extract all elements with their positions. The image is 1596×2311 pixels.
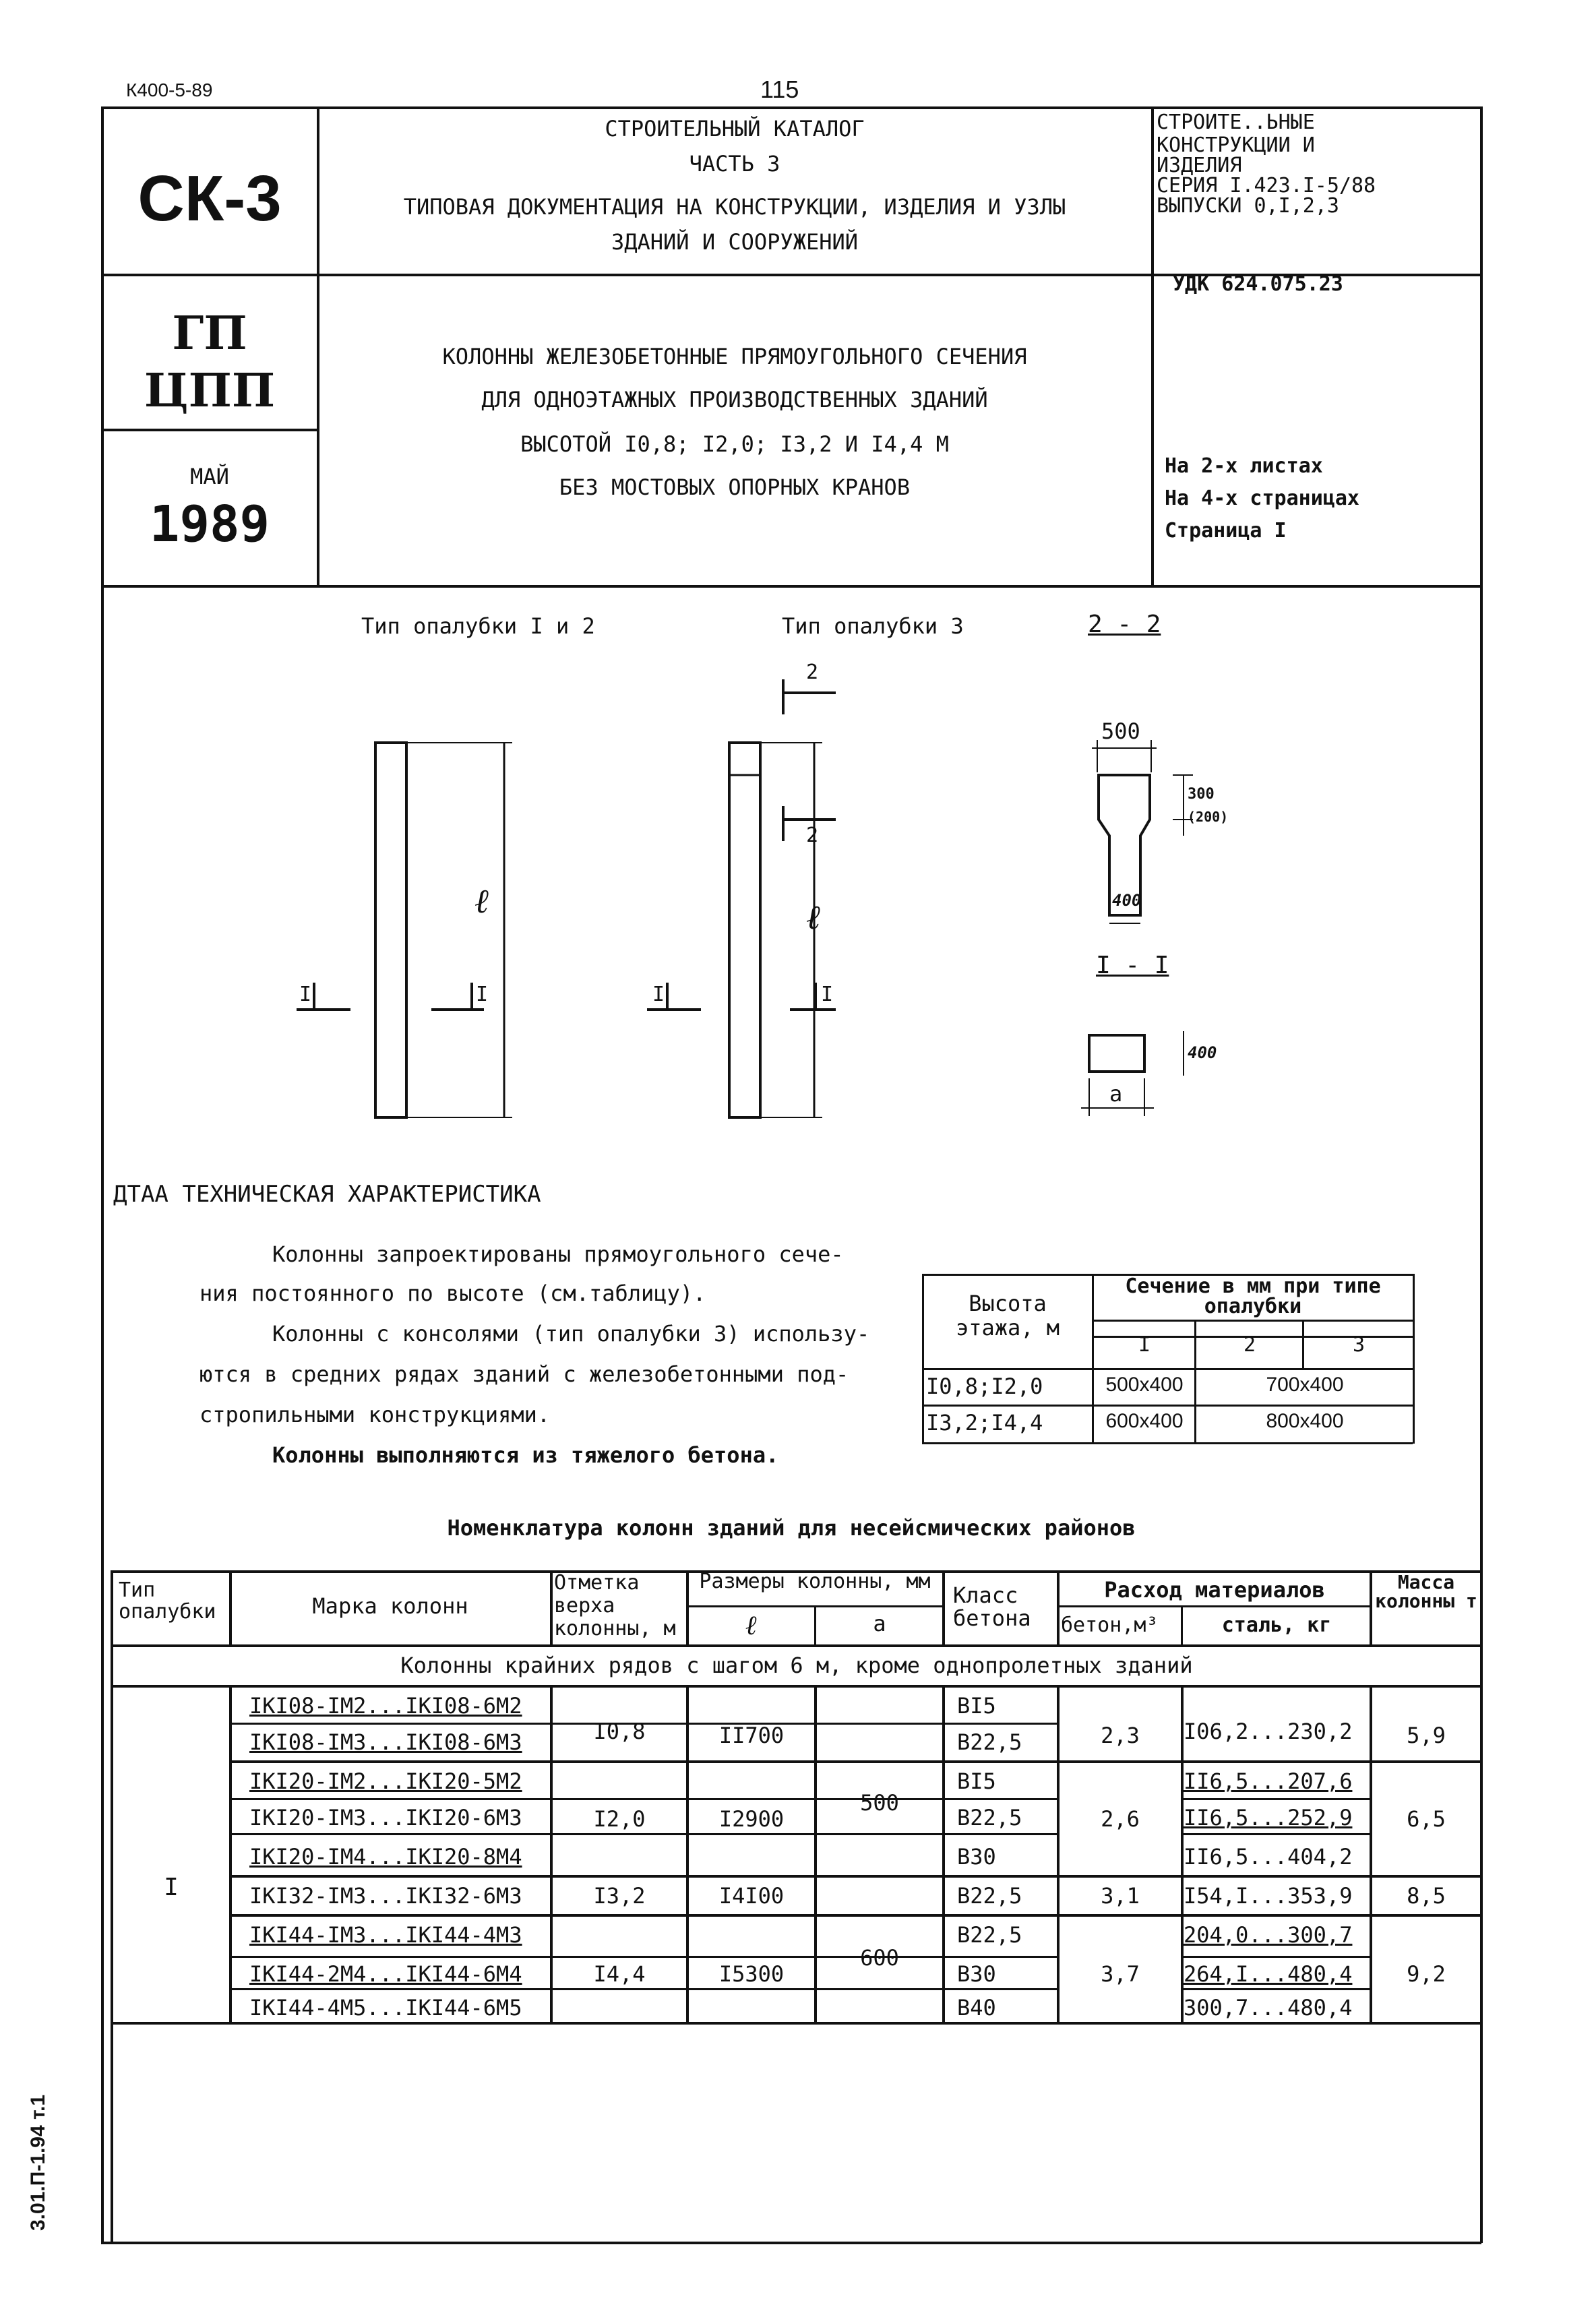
mark-row-5: IKI20-IM4...IKI20-8M4: [249, 1844, 522, 1870]
steel-row-1: I06,2...230,2: [1184, 1719, 1353, 1744]
mark-row-8: IKI44-2M4...IKI44-6M4: [249, 1961, 522, 1987]
tech-para-line-1: Колонны запроектированы прямоугольного сече-: [272, 1241, 844, 1267]
cpp-label: ЦПП: [144, 364, 276, 418]
section-table-row-1-height: I0,8;I2,0: [926, 1374, 1043, 1399]
catalog-line-3: ТИПОВАЯ ДОКУМЕНТАЦИЯ НА КОНСТРУКЦИИ, ИЗДЕЛИЯ И УЗЛЫ: [403, 194, 1066, 220]
title-line-1: КОЛОННЫ ЖЕЛЕЗОБЕТОННЫЕ ПРЯМОУГОЛЬНОГО СЕЧЕНИЯ: [442, 344, 1027, 369]
class-row-8: B30: [957, 1961, 996, 1987]
header-column-dims: Размеры колонны, мм: [699, 1570, 931, 1593]
column-1-outline: [375, 743, 406, 1117]
tech-para-line-6: Колонны выполняются из тяжелого бетона.: [272, 1442, 779, 1468]
header-formwork-type: Тип опалубки: [119, 1578, 216, 1624]
group-title: Колонны крайних рядов с шагом 6 м, кроме однопролетных зданий: [400, 1653, 1193, 1678]
class-row-4: B22,5: [957, 1805, 1022, 1830]
class-row-9: B40: [957, 1995, 996, 2021]
series-line-2: КОНСТРУКЦИИ И: [1157, 133, 1315, 157]
class-row-6: B22,5: [957, 1883, 1022, 1909]
catalog-line-2: ЧАСТЬ 3: [689, 151, 780, 177]
class-row-5: B30: [957, 1844, 996, 1870]
nomenclature-title: Номенклатура колонн зданий для несейсмических районов: [447, 1515, 1136, 1541]
concrete-group-1: 2,3: [1101, 1723, 1140, 1748]
header-concrete-class: Класс бетона: [953, 1582, 1031, 1631]
concrete-group-4: 3,7: [1101, 1961, 1140, 1987]
cut-mark-2-top: 2: [806, 660, 819, 684]
header-steel-mass: сталь, кг: [1221, 1613, 1332, 1637]
class-row-7: B22,5: [957, 1922, 1022, 1948]
tech-para-line-2: ния постоянного по высоте (см.таблицу).: [200, 1281, 706, 1306]
steel-row-4: II6,5...404,2: [1184, 1844, 1353, 1870]
header-concrete-volume: бетон,м³: [1061, 1613, 1159, 1637]
a-group-1: 500: [860, 1790, 899, 1816]
mass-group-1: 5,9: [1407, 1723, 1446, 1748]
mark-row-1: IKI08-IM2...IKI08-6M2: [249, 1693, 522, 1719]
udk-label: УДК 624.075.23: [1173, 272, 1343, 296]
series-line-5: ВЫПУСКИ 0,I,2,3: [1157, 194, 1339, 218]
mark-row-4: IKI20-IM3...IKI20-6M3: [249, 1805, 522, 1830]
page-label: Страница I: [1165, 519, 1287, 543]
section-table-row-2-type23: 800х400: [1266, 1410, 1344, 1432]
title-line-3: ВЫСОТОЙ I0,8; I2,0; I3,2 И I4,4 М: [520, 431, 949, 457]
level-group-4: I4,4: [593, 1961, 646, 1987]
month-label: МАЙ: [190, 464, 229, 489]
cut-mark-I-col1-left: I: [299, 983, 312, 1006]
dim-200: (200): [1188, 809, 1229, 825]
mark-row-3: IKI20-IM2...IKI20-5M2: [249, 1768, 522, 1794]
formwork-type-value: I: [164, 1874, 179, 1901]
column-3-outline: [729, 743, 760, 1117]
gp-label: ГП: [172, 307, 247, 361]
concrete-group-2: 2,6: [1101, 1806, 1140, 1832]
class-row-3: BI5: [957, 1768, 996, 1794]
section-1-1-label: I - I: [1096, 952, 1169, 979]
year-label: 1989: [149, 495, 270, 553]
mark-row-9: IKI44-4M5...IKI44-6M5: [249, 1995, 522, 2021]
header-column-mark: Марка колонн: [312, 1593, 468, 1619]
formwork-type-12-label: Тип опалубки I и 2: [361, 613, 595, 639]
cut-mark-I-col3-right: I: [821, 983, 834, 1006]
length-group-2: I2900: [718, 1806, 785, 1832]
section-table-row-2-type1: 600х400: [1105, 1410, 1184, 1432]
level-group-1: I0,8: [593, 1719, 646, 1744]
concrete-group-3: 3,1: [1101, 1883, 1140, 1909]
steel-row-8: 300,7...480,4: [1184, 1995, 1353, 2021]
mark-row-2: IKI08-IM3...IKI08-6M3: [249, 1729, 522, 1755]
section-table-height-header: Высота этажа, м: [955, 1291, 1060, 1341]
length-group-3: I4I00: [718, 1883, 785, 1909]
level-group-2: I2,0: [593, 1806, 646, 1832]
steel-row-7: 264,I...480,4: [1184, 1961, 1353, 1987]
cut-mark-I-col3-left: I: [652, 983, 665, 1006]
steel-row-2: II6,5...207,6: [1184, 1768, 1353, 1794]
header-dim-l: ℓ: [745, 1609, 758, 1641]
series-line-1: СТРОИТЕ..ЬНЫЕ: [1157, 111, 1315, 134]
dim-500: 500: [1101, 718, 1140, 744]
tech-heading: ДТАА ТЕХНИЧЕСКАЯ ХАРАКТЕРИСТИКА: [113, 1181, 541, 1208]
series-line-3: ИЗДЕЛИЯ: [1157, 154, 1242, 177]
steel-row-3: II6,5...252,9: [1184, 1805, 1353, 1830]
dim-400-section-1-1: 400: [1188, 1043, 1217, 1062]
header-material-consumption: Расход материалов: [1104, 1577, 1325, 1603]
mark-row-7: IKI44-IM3...IKI44-4M3: [249, 1922, 522, 1948]
catalog-line-1: СТРОИТЕЛЬНЫЙ КАТАЛОГ: [605, 116, 865, 142]
header-top-level: Отметка верха колонны, м: [554, 1571, 676, 1640]
series-line-4: СЕРИЯ I.423.I-5/88: [1157, 174, 1376, 197]
steel-row-6: 204,0...300,7: [1184, 1922, 1353, 1948]
section-table-section-header: Сечение в мм при типе опалубки: [1125, 1274, 1381, 1318]
document-code: К400-5-89: [126, 80, 213, 100]
ck-label: СК-3: [137, 162, 282, 235]
page-number: 115: [760, 75, 799, 103]
side-code: 3.01.П-1.94 т.1: [27, 2094, 49, 2231]
length-group-1: II700: [718, 1723, 785, 1748]
section-table-row-1-type1: 500х400: [1105, 1374, 1184, 1396]
class-row-2: B22,5: [957, 1729, 1022, 1755]
formwork-type-3-label: Тип опалубки 3: [782, 613, 964, 639]
section-2-2-label: 2 - 2: [1088, 611, 1161, 638]
dim-300: 300: [1188, 786, 1215, 803]
a-group-2: 600: [860, 1945, 899, 1971]
catalog-line-4: ЗДАНИЙ И СООРУЖЕНИЙ: [611, 229, 859, 255]
tech-para-line-5: стропильными конструкциями.: [200, 1402, 551, 1427]
dim-a: a: [1109, 1081, 1123, 1107]
steel-row-5: I54,I...353,9: [1184, 1883, 1353, 1909]
mass-group-4: 9,2: [1407, 1961, 1446, 1987]
section-table-row-1-type23: 700х400: [1266, 1374, 1344, 1396]
mass-group-3: 8,5: [1407, 1883, 1446, 1909]
section-1-1-shape: [1089, 1035, 1144, 1072]
tech-para-line-4: ются в средних рядах зданий с железобетонными под-: [200, 1361, 849, 1387]
length-group-4: I5300: [718, 1961, 785, 1987]
section-table-type-2: 2: [1243, 1333, 1256, 1357]
cut-mark-2-bottom: 2: [806, 824, 819, 847]
pages-count: На 4-х страницах: [1165, 487, 1359, 510]
sheets-count: На 2-х листах: [1165, 454, 1323, 478]
length-mark-col1: ℓ: [474, 882, 489, 921]
section-table-type-3: 3: [1352, 1333, 1365, 1357]
mark-row-6: IKI32-IM3...IKI32-6M3: [249, 1883, 522, 1909]
mass-group-2: 6,5: [1407, 1806, 1446, 1832]
section-table-row-2-height: I3,2;I4,4: [926, 1410, 1043, 1436]
title-line-2: ДЛЯ ОДНОЭТАЖНЫХ ПРОИЗВОДСТВЕННЫХ ЗДАНИЙ: [481, 387, 988, 412]
title-line-4: БЕЗ МОСТОВЫХ ОПОРНЫХ КРАНОВ: [559, 474, 911, 500]
level-group-3: I3,2: [593, 1883, 646, 1909]
dim-400-section-2-2: 400: [1112, 891, 1142, 910]
length-mark-col3: ℓ: [806, 898, 820, 937]
cut-mark-I-col1-right: I: [476, 983, 489, 1006]
section-table-type-1: I: [1138, 1333, 1151, 1357]
header-dim-a: а: [873, 1611, 886, 1636]
header-column-mass: Масса колонны т: [1375, 1571, 1477, 1612]
class-row-1: BI5: [957, 1693, 996, 1719]
tech-para-line-3: Колонны с консолями (тип опалубки 3) использу-: [272, 1321, 870, 1347]
